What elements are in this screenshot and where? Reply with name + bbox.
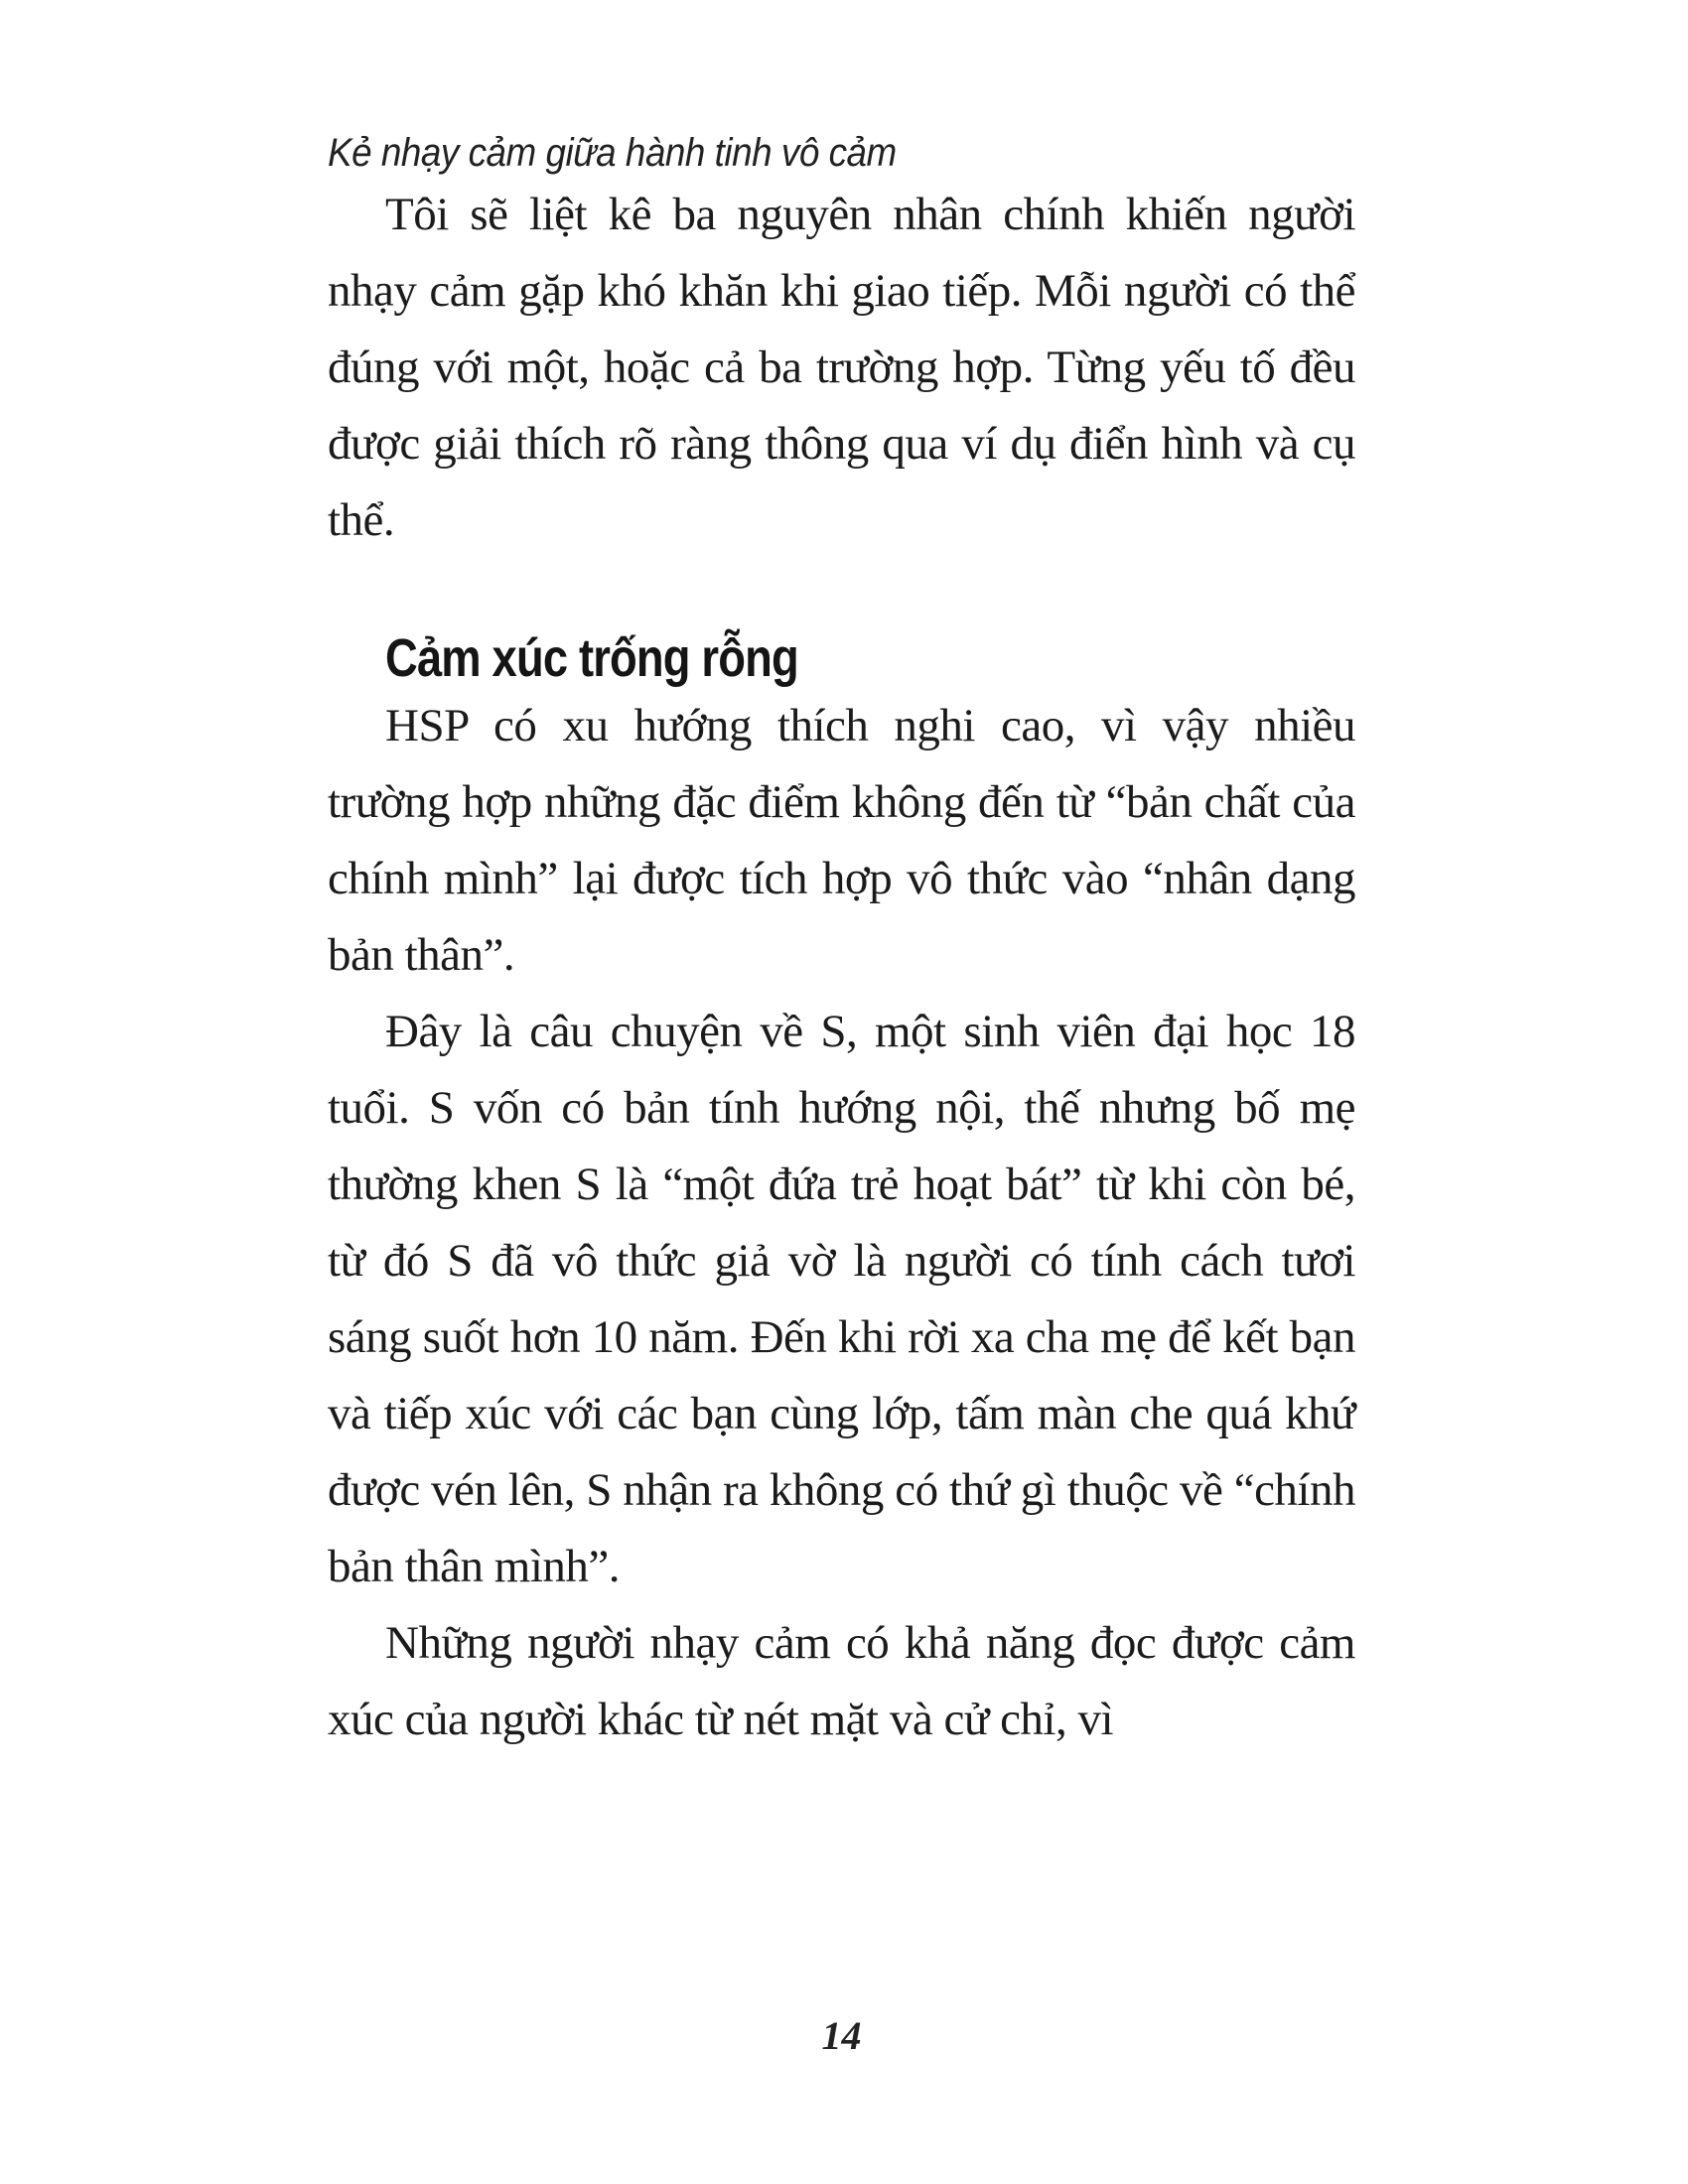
- section-heading-text: Cảm xúc trống rỗng: [385, 628, 798, 688]
- body-paragraph-2: HSP có xu hướng thích nghi cao, vì vậy nhiều trường hợp những đặc điểm không đến từ “bản chất của chính mình” lại được tích hợp vô thức vào “nhân dạng bản thân”.: [328, 700, 1355, 981]
- body-paragraph-4: Những người nhạy cảm có khả năng đọc được cảm xúc của người khác từ nét mặt và cử chỉ, vì: [328, 1617, 1355, 1745]
- text-column: [328, 0, 1355, 1758]
- body-paragraph-3: Đây là câu chuyện về S, một sinh viên đại học 18 tuổi. S vốn có bản tính hướng nội, thế nhưng bố mẹ thường khen S là “một đứa trẻ hoạt bát” từ khi còn bé, từ đó S đã vô thức giả vờ là người có tính cách tươi sáng suốt hơn 10 năm. Đến khi rời xa cha mẹ để kết bạn và tiếp xúc với các bạn cùng lớp, tấm màn che quá khứ được vén lên, S nhận ra không có thứ gì thuộc về “chính bản thân mình”.: [328, 1006, 1355, 1592]
- page-number: 14: [821, 2013, 862, 2058]
- section-heading: [328, 628, 1355, 688]
- running-header: [328, 129, 1355, 177]
- running-header-text: Kẻ nhạy cảm giữa hành tinh vô cảm: [328, 131, 897, 175]
- body-paragraph-1: Tôi sẽ liệt kê ba nguyên nhân chính khiến người nhạy cảm gặp khó khăn khi giao tiếp. Mỗi người có thể đúng với một, hoặc cả ba trường hợp. Từng yếu tố đều được giải thích rõ ràng thông qua ví dụ điển hình và cụ thể.: [328, 189, 1355, 546]
